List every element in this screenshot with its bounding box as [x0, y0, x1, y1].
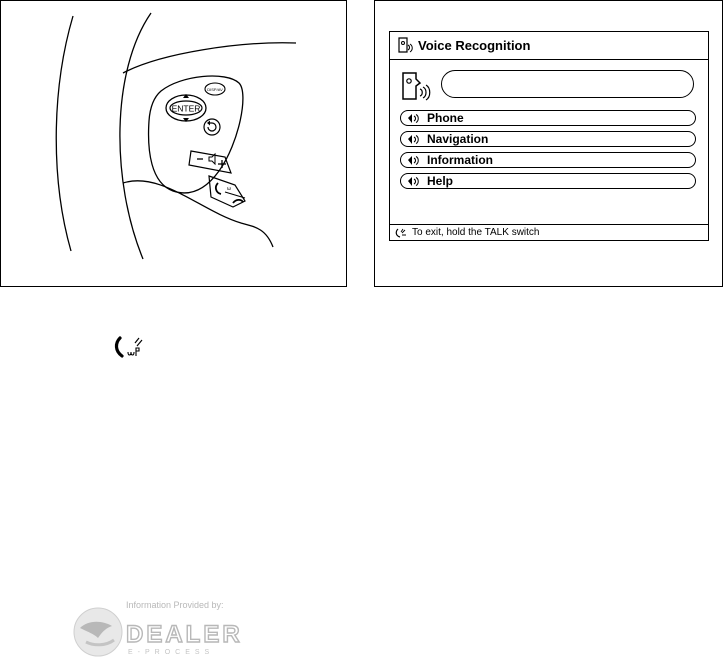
wheel-rim-inner: [120, 13, 151, 259]
speaker-icon: [209, 154, 215, 164]
speaking-face-icon: [400, 70, 436, 102]
dealer-eprocess-watermark: [72, 598, 282, 662]
screen-title: Voice Recognition: [418, 38, 531, 53]
spoke-bottom: [123, 181, 273, 247]
back-arrow-head: [207, 121, 210, 126]
steering-wheel-drawing: [1, 1, 346, 286]
menu-item-label: Information: [427, 153, 493, 167]
menu-item-label: Help: [427, 174, 454, 188]
back-button: [204, 119, 220, 135]
menu-item-phone[interactable]: [400, 110, 696, 126]
talk-voice-icon: ω: [227, 186, 231, 192]
speech-bubble: [441, 70, 694, 98]
brand-sub: E-PROCESS: [128, 649, 215, 656]
voice-command-icon: [407, 155, 421, 166]
steering-wheel-illustration: [0, 0, 347, 287]
brand-main: DEALER: [126, 621, 243, 648]
voice-command-icon: [407, 134, 421, 145]
voice-command-icon: [407, 176, 421, 187]
menu-item-navigation[interactable]: [400, 131, 696, 147]
screen-footer: [390, 224, 708, 240]
talk-phone-icon: [113, 335, 147, 361]
menu-item-label: Phone: [427, 111, 464, 125]
talk-switch-icon: [394, 227, 408, 239]
menu-item-label: Navigation: [427, 132, 489, 146]
menu-item-information[interactable]: [400, 152, 696, 168]
voice-command-icon: [407, 113, 421, 124]
voice-recognition-screen: [389, 31, 709, 241]
menu-item-help[interactable]: [400, 173, 696, 189]
spoke-top: [123, 43, 296, 73]
disp-av-label: DISP/AV: [207, 87, 223, 92]
control-pad-outline: [149, 76, 243, 193]
watermark-caption: Information Provided by:: [126, 600, 224, 610]
voice-recognition-icon: [397, 36, 415, 54]
exit-hint-text: To exit, hold the TALK switch: [412, 227, 540, 238]
talk-phone-icon: [216, 183, 221, 194]
wheel-rim-outer: [56, 16, 73, 251]
screen-header: [390, 32, 708, 60]
voice-recognition-screen-panel: [374, 0, 723, 287]
enter-label: ENTER: [171, 103, 201, 114]
